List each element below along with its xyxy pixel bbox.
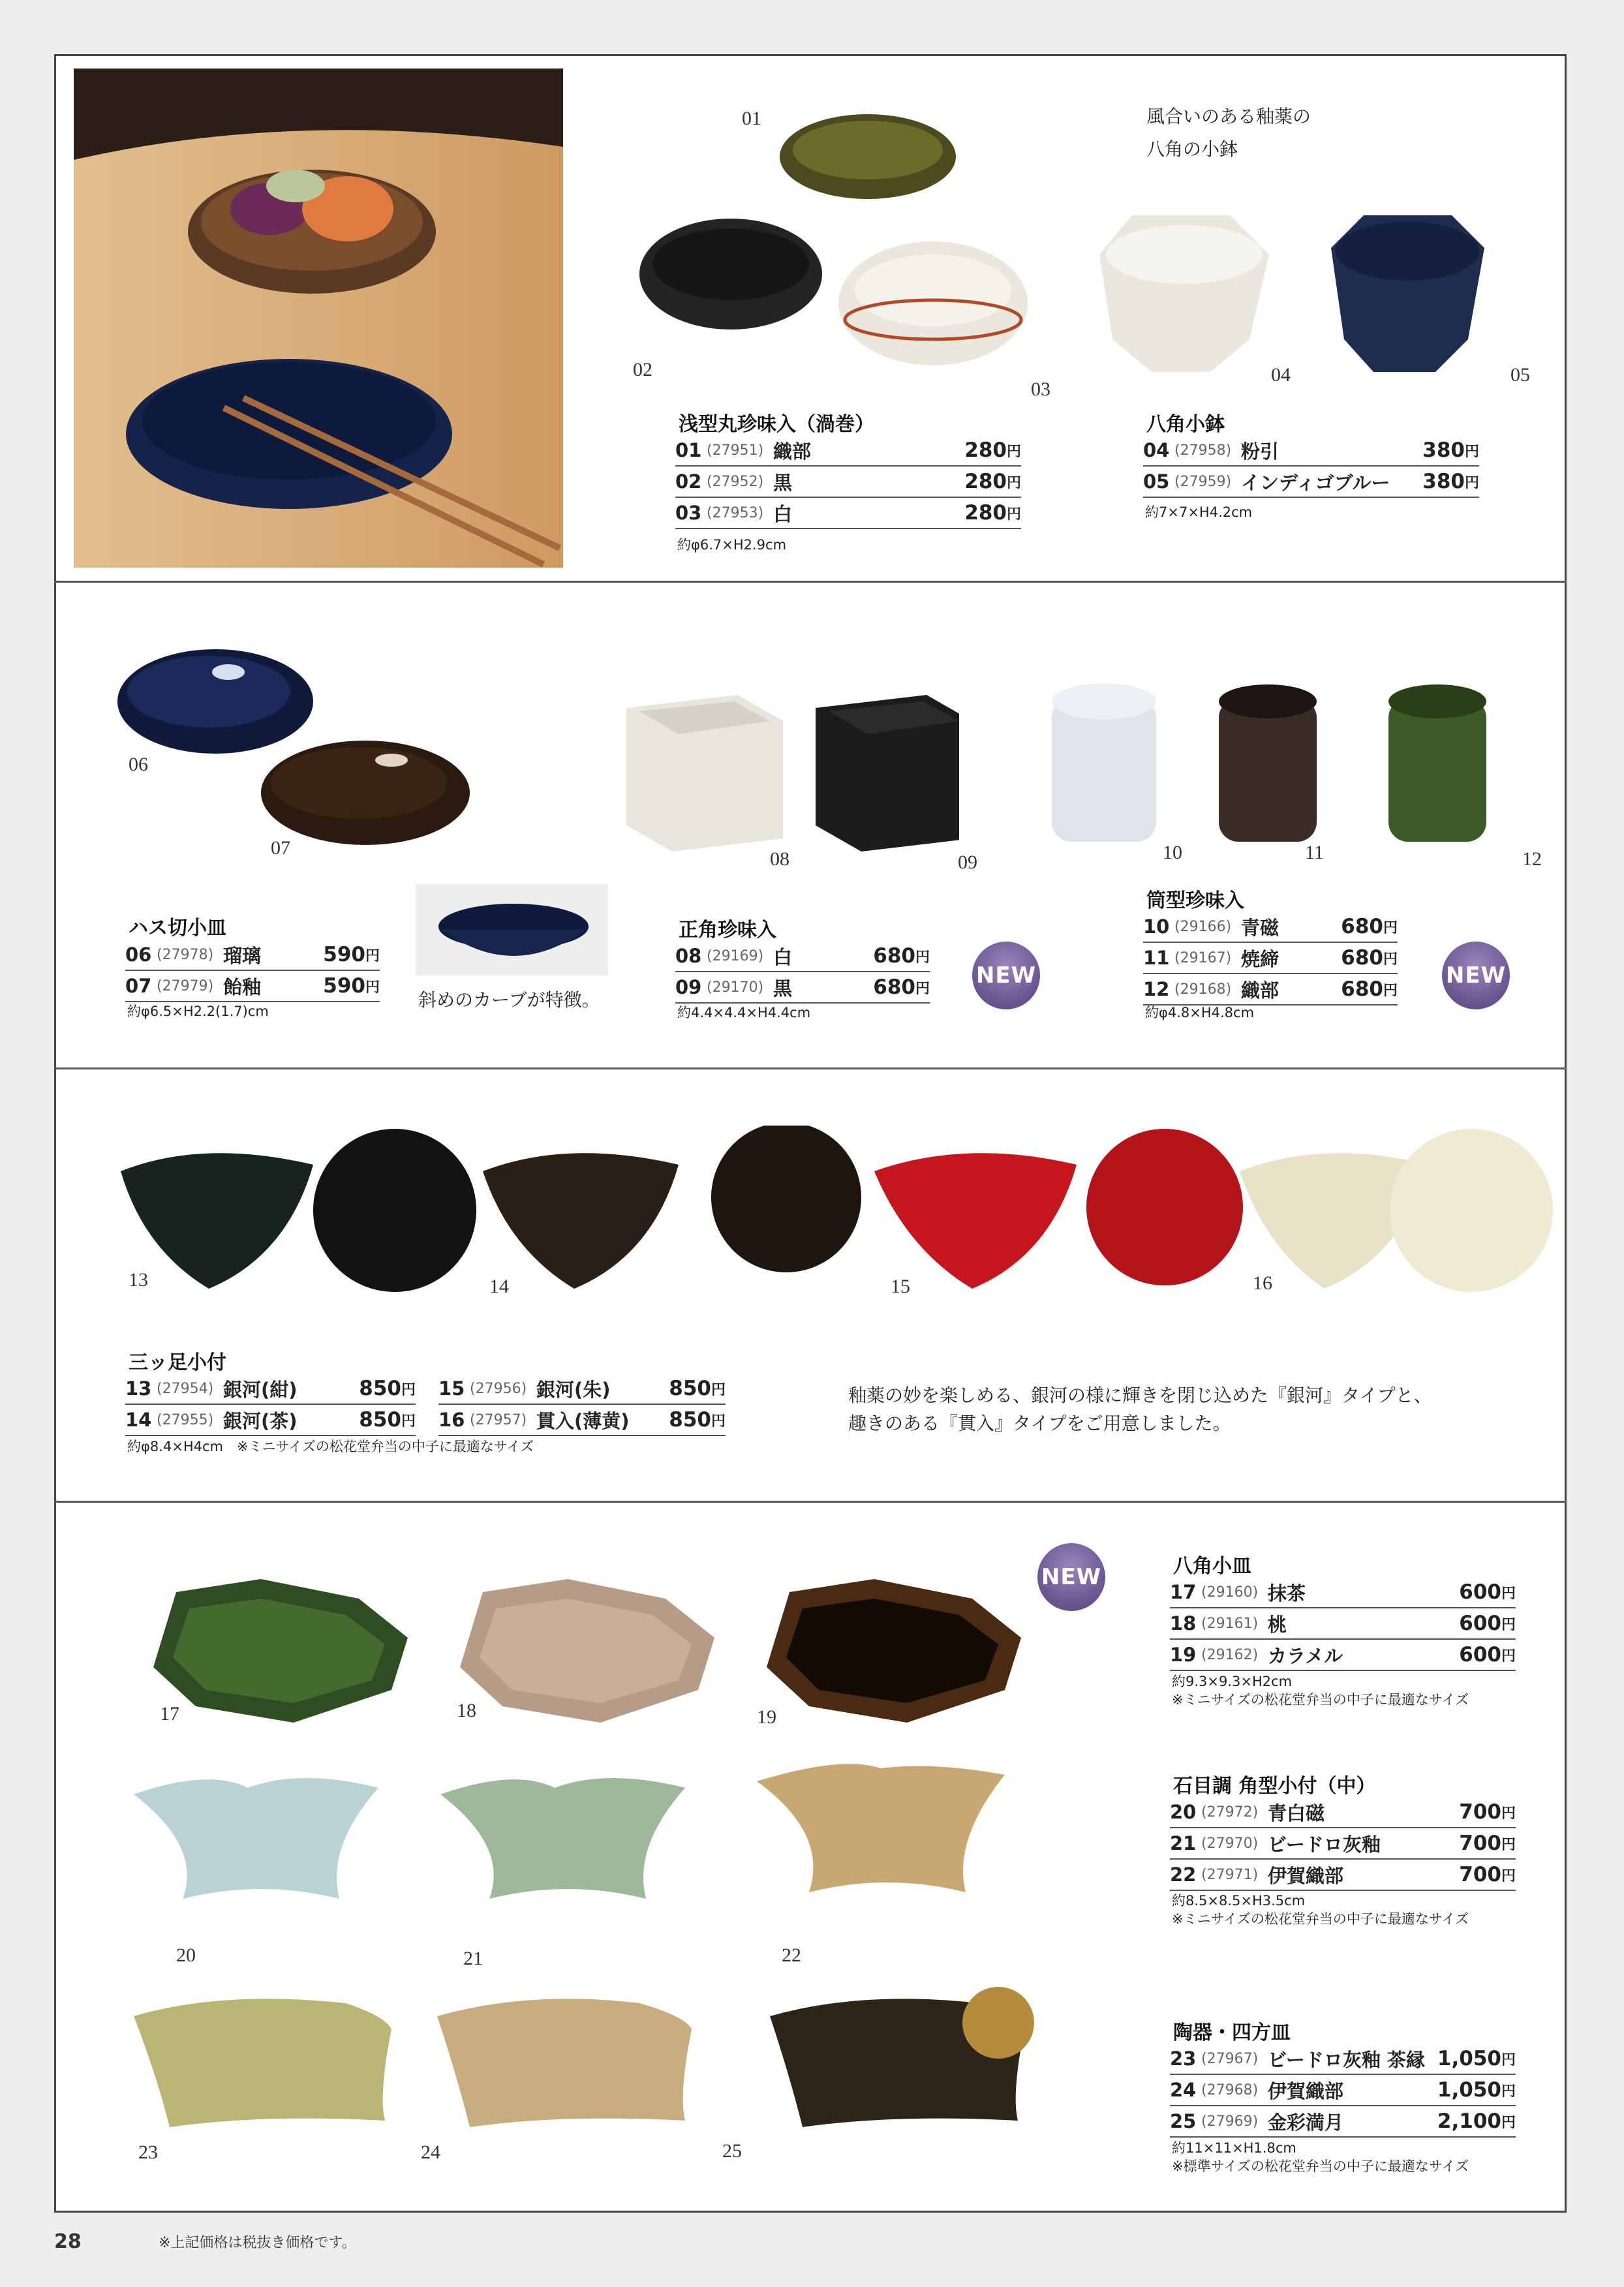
- dish-photos-17-25: [130, 1573, 1044, 2160]
- yen-unit: 円: [1501, 2083, 1516, 2100]
- item-name: 抹茶: [1268, 1582, 1306, 1604]
- item-label: 07: [271, 837, 290, 859]
- price-list: [125, 1374, 416, 1436]
- price-row: [1170, 1828, 1516, 1860]
- item-label: 02: [633, 359, 652, 380]
- item-label: 19: [757, 1706, 776, 1728]
- price-row: [1170, 1577, 1516, 1608]
- item-label: 13: [129, 1269, 148, 1291]
- item-label: 23: [138, 2141, 158, 2163]
- item-price: 700: [1459, 1800, 1501, 1824]
- yen-unit: 円: [401, 1413, 416, 1430]
- item-label: 20: [176, 1944, 196, 1966]
- product-title: 正角珍味入: [679, 919, 776, 942]
- item-price: 680: [1341, 915, 1383, 938]
- item-number: 17: [1170, 1581, 1197, 1603]
- item-name: 伊賀織部: [1268, 1864, 1344, 1887]
- item-price: 380: [1422, 470, 1465, 493]
- yen-unit: 円: [1383, 982, 1398, 999]
- item-code: (27959): [1174, 473, 1232, 490]
- item-label: 16: [1253, 1272, 1272, 1294]
- yen-unit: 円: [1464, 443, 1479, 460]
- item-price: 2,100: [1437, 2110, 1501, 2133]
- price-row: [1143, 974, 1398, 1005]
- item-number: 03: [675, 502, 702, 524]
- item-code: (29169): [707, 947, 764, 964]
- yen-unit: 円: [711, 1413, 726, 1430]
- item-code: (27969): [1201, 2113, 1259, 2130]
- item-number: 10: [1143, 915, 1170, 938]
- price-row: [1143, 912, 1398, 943]
- item-price: 590: [323, 974, 365, 998]
- item-number: 09: [675, 976, 702, 998]
- item-label: 01: [742, 108, 761, 129]
- item-code: (29166): [1174, 918, 1232, 935]
- price-row: [675, 498, 1021, 529]
- product-title: ハス切小皿: [129, 917, 226, 940]
- item-code: (27958): [1174, 442, 1232, 459]
- item-name: 黒: [773, 471, 793, 494]
- size-note: 約φ6.5×H2.2(1.7)cm: [127, 1004, 269, 1019]
- price-row: [1170, 2044, 1516, 2075]
- usage-note: ※ミニサイズの松花堂弁当の中子に最適なサイズ: [1172, 1911, 1469, 1927]
- yen-unit: 円: [915, 980, 930, 997]
- item-number: 18: [1170, 1612, 1197, 1635]
- price-list: [1170, 1577, 1516, 1671]
- item-code: (29160): [1201, 1584, 1259, 1601]
- item-code: (29161): [1201, 1615, 1259, 1632]
- item-number: 01: [675, 439, 702, 461]
- item-label: 24: [421, 2141, 440, 2163]
- item-name: 焼締: [1241, 947, 1279, 970]
- item-name: カラメル: [1268, 1644, 1343, 1667]
- catch-copy: 風合いのある釉薬の: [1146, 106, 1311, 127]
- price-list: [675, 941, 930, 1004]
- yen-unit: 円: [401, 1381, 416, 1398]
- item-code: (27956): [470, 1380, 527, 1397]
- item-number: 23: [1170, 2048, 1197, 2070]
- price-row: [1170, 2075, 1516, 2106]
- item-label: 14: [489, 1276, 509, 1297]
- item-code: (29168): [1174, 981, 1232, 998]
- lifestyle-photo: [74, 69, 563, 568]
- yen-unit: 円: [1501, 1585, 1516, 1602]
- item-number: 08: [675, 945, 702, 967]
- price-row: [1143, 943, 1398, 974]
- size-note: 約9.3×9.3×H2cm: [1172, 1674, 1293, 1689]
- item-number: 19: [1170, 1644, 1197, 1666]
- item-price: 600: [1459, 1612, 1501, 1635]
- item-name: 織部: [1241, 979, 1279, 1002]
- yen-unit: 円: [711, 1381, 726, 1398]
- size-note: 約φ6.7×H2.9cm: [677, 537, 787, 553]
- description: 釉薬の妙を楽しめる、銀河の様に輝きを閉じ込めた『銀河』タイプと、: [848, 1385, 1432, 1406]
- price-row: [125, 1374, 416, 1405]
- item-price: 680: [873, 975, 915, 999]
- item-label: 15: [891, 1276, 910, 1297]
- item-number: 15: [438, 1377, 465, 1400]
- item-price: 850: [359, 1377, 401, 1400]
- item-price: 600: [1459, 1580, 1501, 1604]
- yen-unit: 円: [1383, 951, 1398, 968]
- item-price: 380: [1422, 438, 1465, 462]
- item-name: 銀河(紺): [223, 1378, 298, 1401]
- price-row: [438, 1405, 726, 1436]
- plate-photos-06-07: [117, 643, 483, 858]
- item-code: (27952): [707, 473, 764, 490]
- yen-unit: 円: [1383, 919, 1398, 936]
- item-price: 850: [359, 1408, 401, 1432]
- item-name: インディゴブルー: [1241, 471, 1390, 494]
- item-number: 05: [1143, 470, 1170, 493]
- item-label: 22: [782, 1944, 801, 1966]
- bowl-photos-04-05: [1086, 202, 1543, 398]
- description: 趣きのある『貫入』タイプをご用意しました。: [848, 1413, 1231, 1434]
- cup-photos-10-12: [1044, 679, 1533, 855]
- item-price: 700: [1459, 1832, 1501, 1855]
- price-row: [1170, 2106, 1516, 2138]
- yen-unit: 円: [1501, 1648, 1516, 1665]
- item-name: 金彩満月: [1268, 2111, 1344, 2134]
- price-row: [675, 435, 1021, 467]
- cup-photos-08-09: [620, 682, 959, 858]
- price-row: [1170, 1797, 1516, 1828]
- item-price: 280: [964, 438, 1007, 462]
- photo-caption: 斜めのカーブが特徴。: [418, 989, 600, 1011]
- item-price: 850: [669, 1377, 711, 1400]
- item-label: 11: [1305, 842, 1324, 863]
- price-row: [125, 940, 380, 971]
- price-row: [438, 1374, 726, 1405]
- yen-unit: 円: [1501, 2051, 1516, 2068]
- item-price: 1,050: [1437, 2047, 1501, 2070]
- item-price: 850: [669, 1408, 711, 1432]
- bowl-photos-13-16: [117, 1126, 1553, 1315]
- price-list: [675, 435, 1021, 529]
- item-code: (27955): [157, 1411, 214, 1428]
- item-name: 飴釉: [223, 975, 262, 998]
- item-number: 13: [125, 1377, 152, 1400]
- item-label: 18: [457, 1700, 476, 1721]
- item-label: 04: [1271, 364, 1291, 386]
- price-row: [125, 1405, 416, 1436]
- item-price: 680: [1341, 977, 1383, 1001]
- product-title: 陶器・四方皿: [1173, 2021, 1291, 2044]
- price-row: [125, 971, 380, 1002]
- item-label: 03: [1031, 378, 1050, 400]
- usage-note: ※標準サイズの松花堂弁当の中子に最適なサイズ: [1172, 2158, 1469, 2174]
- price-list: [1170, 2044, 1516, 2138]
- section-divider: [54, 1067, 1567, 1069]
- item-label: 09: [958, 852, 977, 873]
- item-name: 伊賀織部: [1268, 2080, 1344, 2102]
- item-code: (27970): [1201, 1835, 1259, 1852]
- item-code: (27968): [1201, 2081, 1259, 2098]
- item-name: 黒: [773, 977, 793, 1000]
- item-name: 白: [773, 945, 793, 968]
- item-price: 700: [1459, 1863, 1501, 1886]
- product-title: 八角小皿: [1173, 1555, 1251, 1578]
- price-row: [1143, 467, 1479, 498]
- yen-unit: 円: [1501, 1867, 1516, 1884]
- size-note: 約7×7×H4.2cm: [1145, 504, 1253, 520]
- item-number: 20: [1170, 1801, 1197, 1823]
- item-number: 07: [125, 975, 152, 997]
- item-name: 瑠璃: [223, 944, 262, 967]
- item-code: (27971): [1201, 1866, 1259, 1883]
- size-note: 約11×11×H1.8cm: [1172, 2140, 1296, 2156]
- size-note: 約φ4.8×H4.8cm: [1145, 1005, 1255, 1021]
- price-row: [675, 972, 930, 1004]
- catch-copy: 八角の小鉢: [1146, 138, 1238, 160]
- new-badge: NEW: [972, 942, 1040, 1009]
- tax-footnote: ※上記価格は税抜き価格です。: [159, 2235, 356, 2251]
- price-list: [438, 1374, 726, 1436]
- yen-unit: 円: [1006, 506, 1021, 523]
- product-title: 八角小鉢: [1146, 413, 1225, 436]
- item-code: (27972): [1201, 1804, 1259, 1820]
- item-label: 06: [129, 754, 148, 775]
- item-name: 青白磁: [1268, 1802, 1325, 1824]
- item-number: 06: [125, 944, 152, 966]
- item-price: 680: [1341, 946, 1383, 970]
- item-number: 04: [1143, 439, 1170, 461]
- item-name: 貫入(薄黄): [536, 1409, 630, 1432]
- yen-unit: 円: [1501, 1805, 1516, 1822]
- price-row: [1170, 1640, 1516, 1671]
- item-name: ビードロ灰釉 茶縁: [1268, 2048, 1425, 2071]
- item-name: 銀河(朱): [536, 1378, 611, 1401]
- item-price: 280: [964, 501, 1007, 525]
- item-label: 25: [722, 2140, 742, 2162]
- yen-unit: 円: [1006, 443, 1021, 460]
- price-list: [125, 940, 380, 1002]
- price-row: [1170, 1608, 1516, 1640]
- item-price: 600: [1459, 1643, 1501, 1666]
- section-divider: [54, 581, 1567, 583]
- new-badge: NEW: [1037, 1543, 1105, 1611]
- item-code: (27978): [157, 946, 214, 963]
- yen-unit: 円: [365, 979, 380, 996]
- new-badge: NEW: [1442, 942, 1510, 1009]
- price-list: [1143, 435, 1479, 498]
- item-name: 粉引: [1241, 440, 1279, 463]
- item-number: 25: [1170, 2110, 1197, 2132]
- item-price: 680: [873, 944, 915, 968]
- item-number: 12: [1143, 978, 1170, 1000]
- price-row: [1170, 1860, 1516, 1891]
- item-label: 08: [770, 848, 789, 870]
- item-name: ビードロ灰釉: [1268, 1833, 1381, 1856]
- item-number: 24: [1170, 2079, 1197, 2101]
- item-number: 14: [125, 1409, 152, 1431]
- product-title: 三ッ足小付: [129, 1351, 226, 1374]
- item-number: 16: [438, 1409, 465, 1431]
- item-code: (27957): [470, 1411, 527, 1428]
- item-number: 22: [1170, 1864, 1197, 1886]
- section-divider: [54, 1501, 1567, 1503]
- price-row: [675, 467, 1021, 498]
- item-code: (29167): [1174, 949, 1232, 966]
- item-price: 590: [323, 943, 365, 966]
- yen-unit: 円: [1464, 474, 1479, 491]
- yen-unit: 円: [1501, 1616, 1516, 1633]
- item-code: (27951): [707, 442, 764, 459]
- product-title: 浅型丸珍味入（渦巻）: [679, 413, 874, 436]
- price-row: [1143, 435, 1479, 467]
- product-title: 筒型珍味入: [1146, 889, 1244, 912]
- yen-unit: 円: [1006, 474, 1021, 491]
- item-price: 1,050: [1437, 2078, 1501, 2102]
- yen-unit: 円: [365, 947, 380, 964]
- price-row: [675, 941, 930, 972]
- size-note: 約8.5×8.5×H3.5cm: [1172, 1893, 1306, 1909]
- item-code: (27967): [1201, 2050, 1259, 2067]
- yen-unit: 円: [915, 949, 930, 966]
- bowl-photos-01-03: [626, 104, 1050, 398]
- yen-unit: 円: [1501, 2114, 1516, 2131]
- item-code: (27979): [157, 977, 214, 994]
- item-code: (29170): [707, 979, 764, 996]
- page-number: 28: [54, 2230, 82, 2253]
- item-code: (29162): [1201, 1646, 1259, 1663]
- item-code: (27953): [707, 504, 764, 521]
- side-view-photo: [416, 884, 608, 975]
- size-note: 約φ8.4×H4cm ※ミニサイズの松花堂弁当の中子に最適なサイズ: [127, 1439, 534, 1454]
- item-name: 青磁: [1241, 916, 1279, 939]
- price-list: [1143, 912, 1398, 1005]
- item-name: 織部: [773, 440, 812, 463]
- item-label: 17: [160, 1703, 179, 1725]
- price-list: [1170, 1797, 1516, 1891]
- item-number: 21: [1170, 1832, 1197, 1854]
- item-name: 白: [773, 502, 793, 525]
- item-label: 12: [1522, 848, 1542, 870]
- item-name: 銀河(茶): [223, 1409, 298, 1432]
- item-number: 02: [675, 470, 702, 493]
- size-note: 約4.4×4.4×H4.4cm: [677, 1005, 811, 1021]
- yen-unit: 円: [1501, 1836, 1516, 1853]
- item-number: 11: [1143, 947, 1170, 969]
- usage-note: ※ミニサイズの松花堂弁当の中子に最適なサイズ: [1172, 1692, 1469, 1708]
- item-code: (27954): [157, 1380, 214, 1397]
- item-label: 05: [1510, 364, 1530, 386]
- item-label: 21: [463, 1948, 483, 1969]
- item-label: 10: [1163, 842, 1182, 863]
- product-title: 石目調 角型小付（中）: [1173, 1775, 1376, 1798]
- item-price: 280: [964, 470, 1007, 493]
- item-name: 桃: [1268, 1613, 1287, 1636]
